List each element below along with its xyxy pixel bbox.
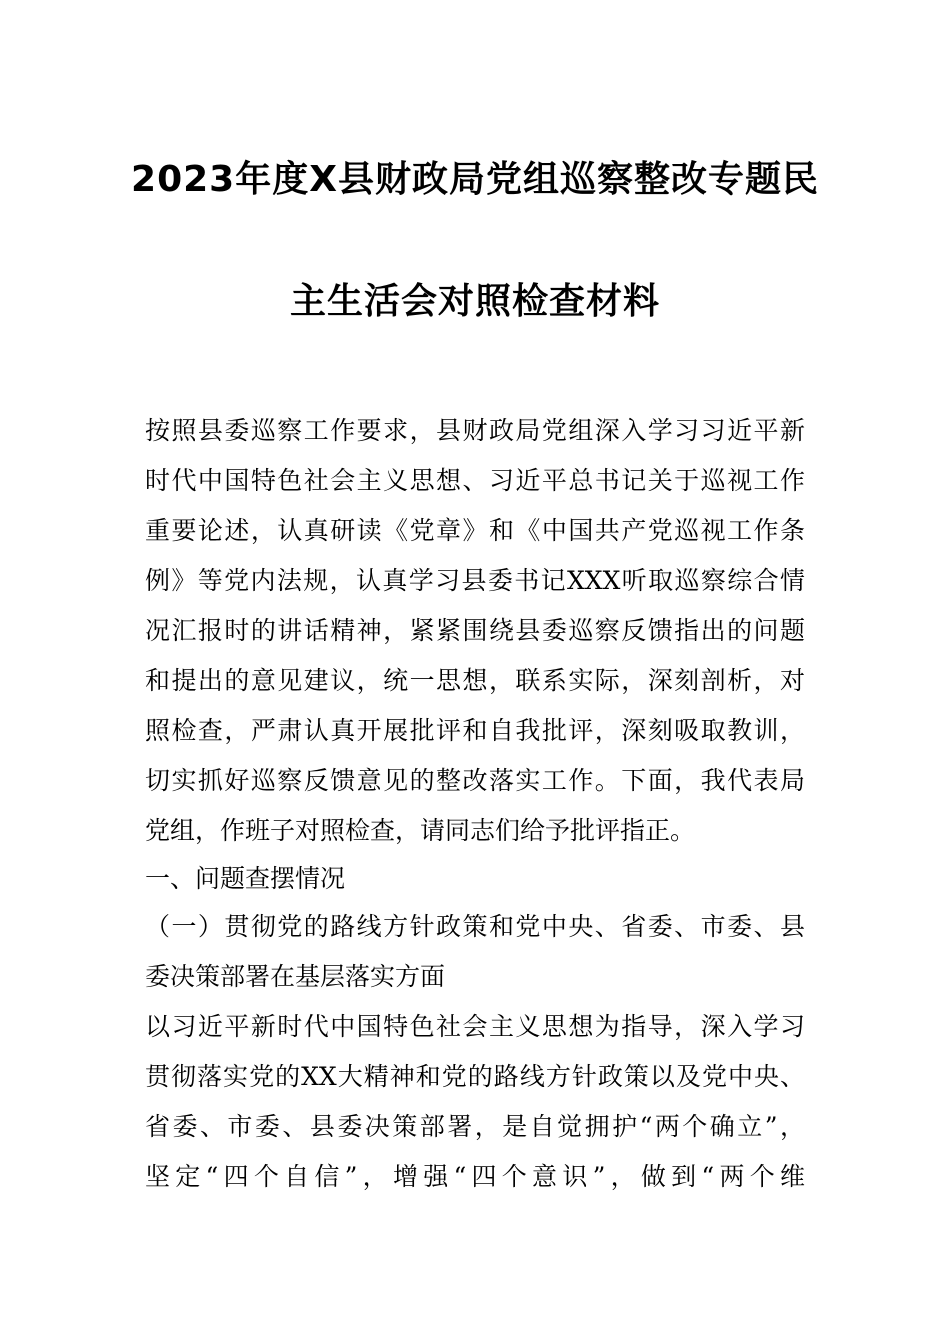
- paragraph1-line-1: 按照县委巡察工作要求，县财政局党组深入学习习近平新: [145, 416, 805, 445]
- subsection-heading-line-1: （一）贯彻党的路线方针政策和党中央、省委、市委、县: [145, 912, 805, 941]
- paragraph1-line-6: 和提出的意见建议，统一思想，联系实际，深刻剖析，对: [145, 666, 805, 695]
- paragraph1-line-2: 时代中国特色社会主义思想、习近平总书记关于巡视工作: [145, 466, 805, 495]
- paragraph2-line-4: 坚定“四个自信”，增强“四个意识”，做到“两个维: [145, 1162, 805, 1191]
- paragraph1-line-5: 况汇报时的讲话精神，紧紧围绕县委巡察反馈指出的问题: [145, 616, 805, 645]
- paragraph1-line-7: 照检查，严肃认真开展批评和自我批评，深刻吸取教训，: [145, 716, 805, 745]
- paragraph2-line-3: 省委、市委、县委决策部署，是自觉拥护“两个确立”，: [145, 1112, 805, 1141]
- paragraph1-line-8: 切实抓好巡察反馈意见的整改落实工作。下面，我代表局: [145, 766, 805, 795]
- paragraph2-line-1: 以习近平新时代中国特色社会主义思想为指导，深入学习: [145, 1012, 805, 1041]
- paragraph1-line-3: 重要论述，认真研读《党章》和《中国共产党巡视工作条: [145, 516, 805, 545]
- paragraph1-line-9: 党组，作班子对照检查，请同志们给予批评指正。: [145, 816, 696, 845]
- paragraph1-line-4: 例》等党内法规，认真学习县委书记XXX听取巡察综合情: [145, 566, 805, 595]
- document-title-line-1: 2023年度X县财政局党组巡察整改专题民: [131, 159, 819, 200]
- subsection-heading-line-2: 委决策部署在基层落实方面: [145, 962, 446, 991]
- section-heading: 一、问题查摆情况: [145, 864, 346, 893]
- paragraph2-line-2: 贯彻落实党的XX大精神和党的路线方针政策以及党中央、: [145, 1062, 805, 1091]
- document-title-line-2: 主生活会对照检查材料: [289, 281, 660, 322]
